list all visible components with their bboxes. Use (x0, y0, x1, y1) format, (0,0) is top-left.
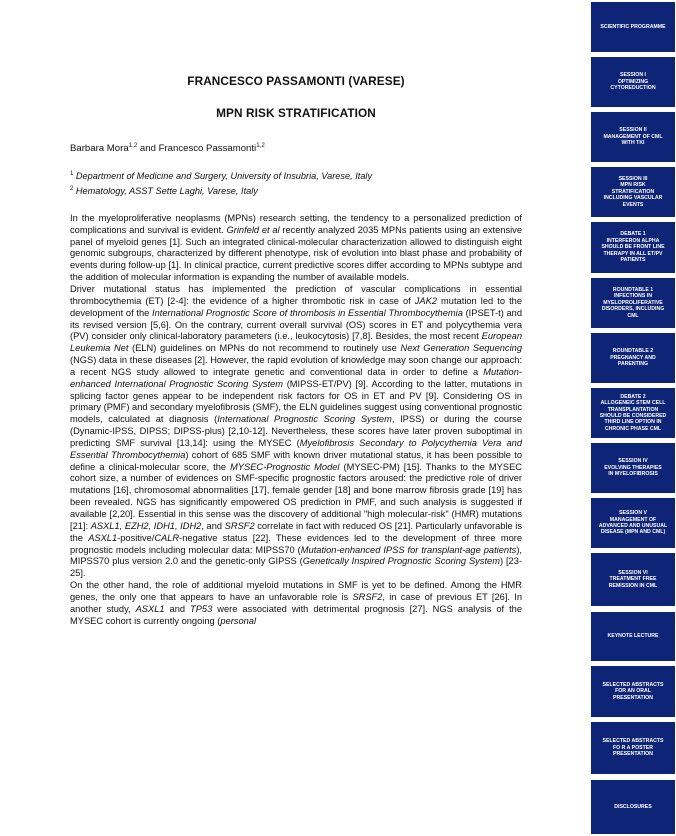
body-text (70, 213, 522, 628)
sidebar-nav-item[interactable] (591, 2, 675, 52)
sidebar-nav-label: DEBATE 2 ALLOGENEIC STEM CELL TRANSPLANTATION SHOULD BE CONSIDERED THIRD LINE OPTION IN CHRONIC PHASE CML (599, 393, 667, 432)
sidebar-nav-label: SESSION I OPTIMIZING CYTOREDUCTION (610, 72, 656, 92)
sidebar-nav-item[interactable] (591, 112, 675, 162)
affiliation (70, 168, 522, 183)
italic-run: personal (220, 615, 257, 626)
sidebar-nav-item[interactable] (591, 278, 675, 328)
authors-line (70, 142, 522, 154)
sidebar-nav (589, 0, 676, 836)
italic-run: TP53 (190, 603, 213, 614)
author-name: Barbara Mora (70, 143, 129, 155)
document-subtitle: MPN RISK STRATIFICATION (216, 106, 376, 120)
document-content (70, 60, 522, 627)
body-paragraph (70, 284, 522, 580)
text-run: and (164, 603, 191, 614)
sidebar-nav-item[interactable] (591, 612, 675, 661)
italic-run: Myelofibrosis Secondary to Polycythemia Vera and Essential Thrombocythemia (70, 437, 523, 460)
text-run: On the other hand, the role of additional myeloid mutations in SMF is yet to be defined. Among the HMR genes, the only one that appears to have an unfavorable role is (70, 580, 522, 602)
text-run: , IPSS) or during the course (Dynamic-IPSS, DIPSS; DIPSS-plus) [2,10-12]. Nevertheless, these scores have later proven suboptimal in predicting SMF survival [13,14]: using the MYSEC ( (70, 414, 522, 448)
sidebar-nav-label: ROUNDTABLE 1 INFECTIONS IN MYELOPROLIFERATIVE DISORDERS, INCLUDING CML (601, 286, 665, 319)
affiliation-number: 1 (70, 171, 74, 178)
author-joiner: and Francesco Passamonti (137, 143, 257, 155)
italic-run: SRSF2 (224, 520, 255, 531)
sidebar-nav-label: SESSION IV EVOLVING THERAPIES IN MYELOFIBROSIS (604, 458, 662, 478)
affiliation-number: 2 (70, 186, 74, 193)
italic-run: International Prognostic Score of thrombosis in Essential Thrombocythemia (152, 307, 463, 318)
document-title: FRANCESCO PASSAMONTI (VARESE) (187, 74, 405, 88)
text-run: (IPSET-t) and its revised version [5,6]. On the contrary, current overall survival (OS) scores in ET and polycythemia vera (PV) consider only clinical-laboratory parameters (i.e., leukocytosis) [7,8]. Besides, the most recent (70, 307, 523, 342)
text-run: -negative status [22]. These evidences led to the development of three more prognostic models including molecular data: MIPSS70 ( (70, 532, 523, 555)
italic-run: CALR (154, 532, 180, 543)
sidebar-nav-item[interactable] (591, 222, 675, 273)
sidebar-nav-item[interactable] (591, 167, 675, 217)
author-affil-sup: 1,2 (256, 142, 265, 149)
italic-run: JAK2 (414, 295, 437, 306)
affiliation (70, 183, 522, 198)
text-run: were associated with detrimental prognosis [27]. NGS analysis of the MYSEC cohort is currently ongoing ( (70, 603, 523, 626)
sidebar-nav-label: DISCLOSURES (614, 803, 652, 810)
text-run: ) cohort of 685 SMF with known driver mutational status, it has been possible to define a clinical-molecular score, the (70, 449, 522, 472)
sidebar-nav-item[interactable] (591, 57, 675, 107)
text-run: recently analyzed 2035 MPNs patients using an extensive panel of myeloid genes [1]. Such an integrated clinical-molecular characterization allowed to distinguish eight genomic subgroups, characterized by different phenotype, risk of evolution into blast phase and probability of events during follow-up [1]. In clinical practice, current predictive scores differ according to MPNs subtype and the addition of molecular information is expanding the number of available models. (70, 224, 522, 283)
italic-run: European Leukemia Net (70, 331, 522, 354)
sidebar-nav-item[interactable] (591, 780, 675, 834)
italic-run: Genetically Inspired Prognostic Scoring System (302, 556, 500, 567)
italic-run: ASXL1, EZH2, IDH1, IDH2 (90, 520, 202, 531)
italic-run: SRSF2 (352, 591, 383, 602)
text-run: (ELN) guidelines on MPNs do not recommend to routinely use (128, 343, 401, 354)
text-run: -positive/ (117, 532, 155, 543)
sidebar-nav-label: SCIENTIFIC PROGRAMME (600, 23, 666, 30)
text-run: mutation led to the development of the (70, 295, 522, 318)
text-run: , in case of previous ET [26]. In another study, (70, 591, 522, 614)
sidebar-nav-label: ROUNDTABLE 2 PREGNANCY AND PARENTING (610, 348, 656, 368)
text-run: (MIPSS-ET/PV) [9]. According to the latter, mutations in splicing factor genes appear to be independent risk factors for OS in ET and PV [9]. Considering OS in primary (PMF) and secondary myelofibrosis (SMF), the ELN guidelines suggest using conventional prognostic models, calculated at diagnosis ( (70, 378, 522, 425)
text-run: Driver mutational status has implemented the prediction of vascular complications in essential thrombocythemia (ET) [2-4]: the evidence of a higher thrombotic risk in case of (70, 283, 522, 306)
text-run: ) [23-25]. (70, 556, 522, 579)
text-run: ), MIPSS70 plus version 2.0 and the genetic-only GIPSS ( (70, 544, 523, 567)
sidebar-nav-item[interactable] (591, 553, 675, 606)
text-run: correlate in fact with reduced OS [21]. Particularly unfavorable is the (70, 520, 522, 543)
text-run: In the myeloproliferative neoplasms (MPNs) research setting, the tendency to a personalized prediction of complications and survival is evident. (70, 212, 522, 235)
italic-run: International Prognostic Scoring System (217, 414, 392, 425)
text-run: , and (201, 520, 225, 531)
affiliation-text: Hematology, ASST Sette Laghi, Varese, Italy (73, 186, 258, 197)
sidebar-nav-item[interactable] (591, 666, 675, 717)
body-paragraph (70, 580, 522, 627)
author-affil-sup: 1,2 (128, 142, 138, 149)
sidebar-nav-label: SESSION V MANAGEMENT OF ADVANCED AND UNUSUAL DISEASE (MPN AND CML) (598, 510, 668, 536)
sidebar-nav-item[interactable] (591, 388, 675, 438)
sidebar-nav-label: DEBATE 1 INTERFERON ALPHA SHOULD BE FRONT LINE THERAPY IN ALL ET/PV PATIENTS (601, 231, 665, 264)
sidebar-nav-label: SESSION VI TREATMENT FREE REMISSION IN CML (608, 569, 658, 589)
italic-run: MYSEC-Prognostic Model (230, 461, 340, 472)
sidebar-nav-label: KEYNOTE LECTURE (607, 633, 659, 640)
sidebar-nav-label: SELECTED ABSTRACTS FO R A POSTER PRESENTATION (602, 738, 664, 758)
sidebar-nav-item[interactable] (591, 443, 675, 493)
sidebar-nav-label: SELECTED ABSTRACTS FOR AN ORAL PRESENTATION (602, 681, 664, 701)
affiliation-text: Department of Medicine and Surgery, University of Insubria, Varese, Italy (73, 171, 373, 182)
body-paragraph (70, 213, 522, 284)
sidebar-nav-item[interactable] (591, 333, 675, 383)
italic-run: Mutation-enhanced IPSS for transplant-age patients (300, 544, 517, 555)
sidebar-nav-label: SESSION II MANAGEMENT OF CML WITH TKI (603, 127, 663, 147)
italic-run: Grinfeld et al (226, 224, 280, 235)
sidebar-nav-item[interactable] (591, 498, 675, 548)
text-run: (NGS) data in these diseases [2]. However, the rapid evolution of knowledge may soon change our approach: a recent NGS study allowed to integrate genetic and conventional data in order to define a (70, 355, 522, 377)
italic-run: Mutation-enhanced International Prognostic Scoring System (70, 366, 522, 389)
italic-run: ASXL1 (88, 532, 118, 543)
italic-run: Next Generation Sequencing (400, 343, 522, 354)
italic-run: ASXL1 (135, 603, 165, 614)
text-run: (MYSEC-PM) [15]. Thanks to the MYSEC cohort size, a number of evidences on SMF-specific prognostic factors aroused: the predictive role of driver mutations [16], chromosomal abnormalities [17], female gender [18] and bone marrow fibrosis grade [19] has been revealed. NGS has significantly empowered OS prediction in PMF, and such analysis is suggested if available [2,20]. Essential in this sense was the discovery of additional "high molecular-risk" (HMR) mutations [21]: (70, 461, 522, 531)
affiliations (70, 168, 522, 198)
sidebar-nav-label: SESSION III MPN RISK STRATIFICATION INCLUDING VASCULAR EVENTS (603, 175, 663, 208)
sidebar-nav-item[interactable] (591, 722, 675, 774)
